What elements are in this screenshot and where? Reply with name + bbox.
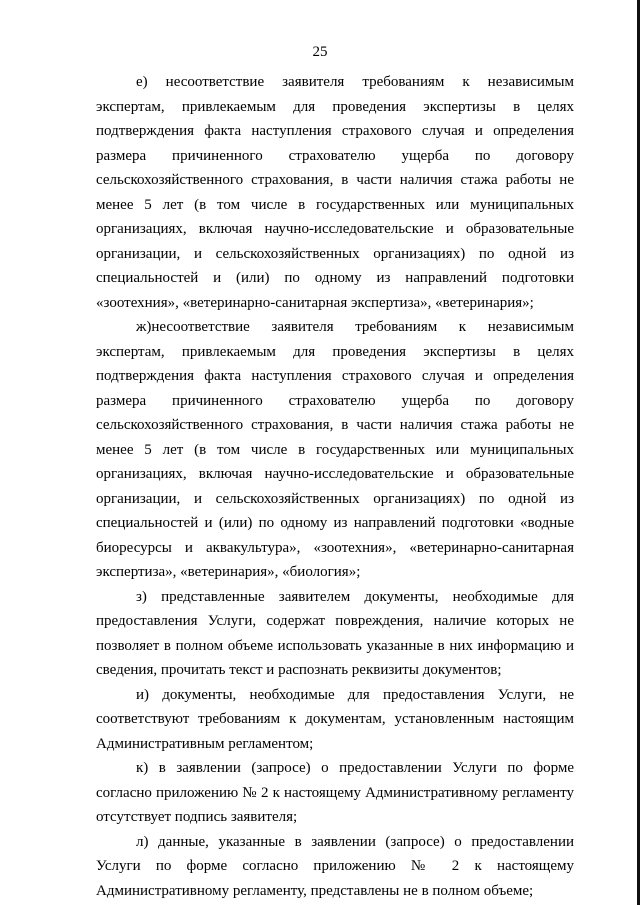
paragraph-e: е) несоответствие заявителя требованиям к независимым экспертам, привлекаемым для проведения экспертизы в целях подтверждения факта наступления страхового случая и определения размера причиненного страхователю ущерба по договору сельскохозяйственного страхования, в части наличия стажа работы не менее 5 лет (в том числе в государственных или муниципальных организациях, включая научно-исследовательские и образовательные организации, и сельскохозяйственных организациях) по одной из специальностей и (или) по одному из направлений подготовки «зоотехния», «ветеринарно-санитарная экспертиза», «ветеринария»; bbox=[96, 74, 574, 311]
document-body bbox=[96, 70, 574, 903]
paragraph-z: з) представленные заявителем документы, необходимые для предоставления Услуги, содержат повреждения, наличие которых не позволяет в полном объеме использовать указанные в них информацию и сведения, прочитать текст и распознать реквизиты документов; bbox=[96, 588, 574, 678]
paragraph-k: к) в заявлении (запросе) о предоставлении Услуги по форме согласно приложению № 2 к настоящему Административному регламенту отсутствует подпись заявителя; bbox=[96, 760, 574, 825]
paragraph-l: л) данные, указанные в заявлении (запросе) о предоставлении Услуги по форме согласно приложению № 2 к настоящему Административному регламенту, представлены не в полном объеме; bbox=[96, 833, 574, 899]
paragraph-i: и) документы, необходимые для предоставления Услуги, не соответствуют требованиям к документам, установленным настоящим Административным регламентом; bbox=[96, 686, 574, 752]
paragraph-zh: ж)несоответствие заявителя требованиям к независимым экспертам, привлекаемым для проведения экспертизы в целях подтверждения факта наступления страхового случая и определения размера причиненного страхователю ущерба по договору сельскохозяйственного страхования, в части наличия стажа работы не менее 5 лет (в том числе в государственных или муниципальных организациях, включая научно-исследовательские и образовательные организации, и сельскохозяйственных организациях) по одной из специальностей и (или) по одному из направлений подготовки «водные биоресурсы и аквакультура», «зоотехния», «ветеринарно-санитарная экспертиза», «ветеринария», «биология»; bbox=[96, 319, 574, 580]
page-number: 25 bbox=[312, 44, 328, 60]
